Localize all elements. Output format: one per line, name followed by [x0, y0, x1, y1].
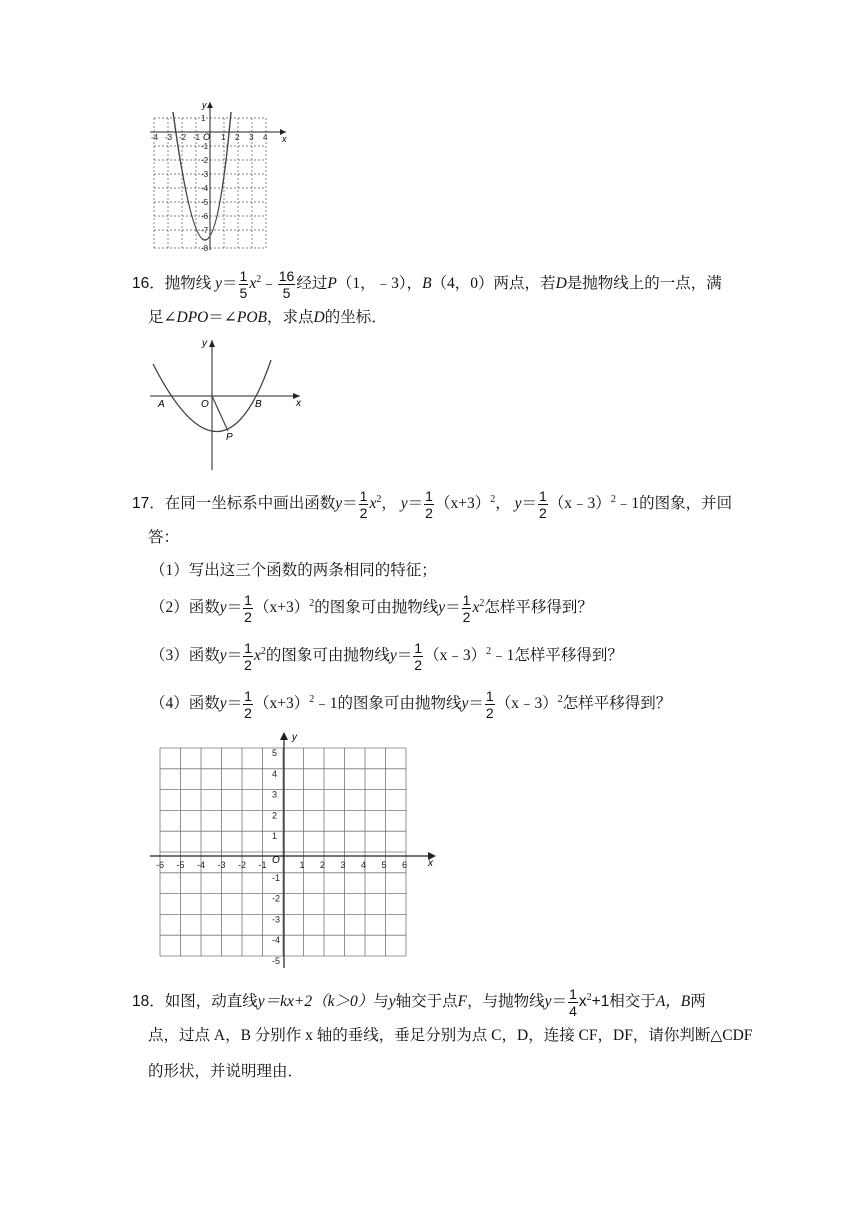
q17-sub3: （3）函数y＝ $\frac{1}{2}$ $x^2$的图象可由抛物线y＝ $\frac{1}{2}$ （x﹣3）$^2$﹣1怎样平移得到？	[150, 640, 623, 673]
q17-y-tick: -2	[272, 893, 281, 904]
q17-y-tick: -3	[272, 914, 281, 925]
q17-grid-lines	[160, 748, 406, 956]
q16-label-a: A	[158, 399, 165, 410]
q15-y-tick: -1	[201, 142, 209, 151]
fraction-1-2: $\frac{1}{2}$	[359, 488, 368, 522]
q18-line3: 的形状，并说明理由．	[148, 1063, 304, 1080]
q15-x-tick: 4	[263, 133, 268, 142]
q17-sub4: （4）函数y＝ $\frac{1}{2}$ $(x+3)^2﹣1$的图象可由抛物线y＝ $\frac{1}{2}$ （x﹣3）$^2$怎样平移得到？	[150, 688, 672, 721]
q15-y-tick: -3	[201, 170, 209, 179]
q17-y-tick: 1	[272, 831, 278, 842]
q17-sub1: （1）写出这三个函数的两条相同的特征；	[150, 562, 437, 579]
fraction-16-5: $\frac{16}{5}$	[278, 268, 295, 302]
q17-y-tick: -4	[272, 935, 281, 946]
q17-x-tick: -4	[197, 860, 206, 870]
q17-x-tick: 5	[381, 860, 387, 870]
q17-x-tick: -2	[238, 860, 247, 870]
q16-line2: 足∠DPO＝∠POB，求点D的坐标．	[148, 309, 387, 326]
q17-x-tick: 2	[320, 860, 326, 870]
q17-x-tick: 3	[340, 860, 346, 870]
q15-x-label: x	[282, 134, 287, 144]
q17-line2: 答：	[148, 529, 180, 546]
q17-x-label: x	[428, 858, 433, 869]
q15-y-tick: 1	[201, 114, 206, 123]
fraction-1-4: $\frac{1}{4}$	[569, 986, 577, 1020]
q16-number: 16．	[132, 275, 165, 293]
q17-x-ticks	[156, 860, 407, 870]
q15-y-tick: -2	[201, 156, 209, 165]
q15-x-tick: -2	[179, 133, 187, 142]
q15-y-tick: -4	[201, 184, 209, 193]
q16-label-p: P	[226, 432, 233, 443]
q17-x-tick: 1	[299, 860, 305, 870]
q15-y-tick: -6	[201, 212, 209, 221]
q16-segment-op	[212, 396, 228, 431]
q16-x-label: x	[296, 398, 301, 409]
fraction-1-5: $\frac{1}{5}$	[239, 268, 248, 302]
q15-x-tick: -1	[193, 133, 201, 142]
q15-x-tick: 2	[235, 133, 240, 142]
q15-x-tick: -4	[151, 133, 159, 142]
q17-y-tick: -1	[272, 872, 281, 883]
q15-x-tick: 3	[249, 133, 254, 142]
q16-line1: 16．抛物线 y＝ $\frac{1}{5}$ $x^2﹣$ $\frac{16}{5}$ 经过P（1，﹣3），B（4，0）两点，若D是抛物线上的一点，满	[132, 268, 722, 302]
q15-parabola-graph	[146, 98, 292, 253]
q17-sub2: （2）函数y＝ $\frac{1}{2}$ $(x+3)^2$的图象可由抛物线y＝ $\frac{1}{2}$ $x^2$怎样平移得到？	[150, 592, 593, 625]
q17-x-tick: -3	[217, 860, 226, 870]
q18-line2: 点，过点 A，B 分别作 x 轴的垂线，垂足分别为点 C，D，连接 CF，DF，请你判断△CDF	[148, 1027, 753, 1044]
q17-x-tick: -1	[258, 860, 267, 870]
q16-parabola-graph	[148, 336, 308, 472]
q15-y-tick: -5	[201, 198, 209, 207]
q16-label-o: O	[201, 399, 209, 410]
q17-y-label: y	[292, 732, 297, 743]
q17-x-tick: 6	[402, 860, 408, 870]
q17-y-tick: 5	[272, 748, 278, 758]
q15-y-tick: -8	[201, 244, 209, 253]
q17-line1: 17．在同一坐标系中画出函数y＝ $\frac{1}{2}$ $x^2$， y＝ $\frac{1}{2}$ $(x+3)^2$， y＝ $\frac{1}{2}$ （x﹣3）$^2$﹣1的图象，并回	[132, 488, 733, 522]
q15-y-label: y	[202, 100, 207, 110]
q15-y-tick: -7	[201, 226, 209, 235]
q17-y-tick: 3	[272, 789, 278, 800]
q17-origin: O	[272, 855, 280, 866]
q15-x-tick: -3	[165, 133, 173, 142]
q17-y-tick: 2	[272, 810, 278, 821]
q17-y-tick: -5	[272, 956, 281, 966]
q17-x-tick: -5	[176, 860, 185, 870]
q17-x-tick: 4	[361, 860, 367, 870]
q17-y-tick: 4	[272, 768, 278, 779]
q17-coordinate-grid	[148, 730, 444, 970]
q16-label-b: B	[255, 399, 262, 410]
q16-y-label: y	[202, 338, 207, 349]
q17-x-tick: -6	[156, 860, 165, 870]
q18-line1: 18．如图，动直线y＝kx+2（k＞0）与y轴交于点F，与抛物线y＝ $\frac{1}{4}$ $x^2+1$相交于A，B两	[132, 986, 706, 1020]
q15-origin: O	[203, 132, 211, 142]
q15-x-tick: 1	[221, 133, 226, 142]
